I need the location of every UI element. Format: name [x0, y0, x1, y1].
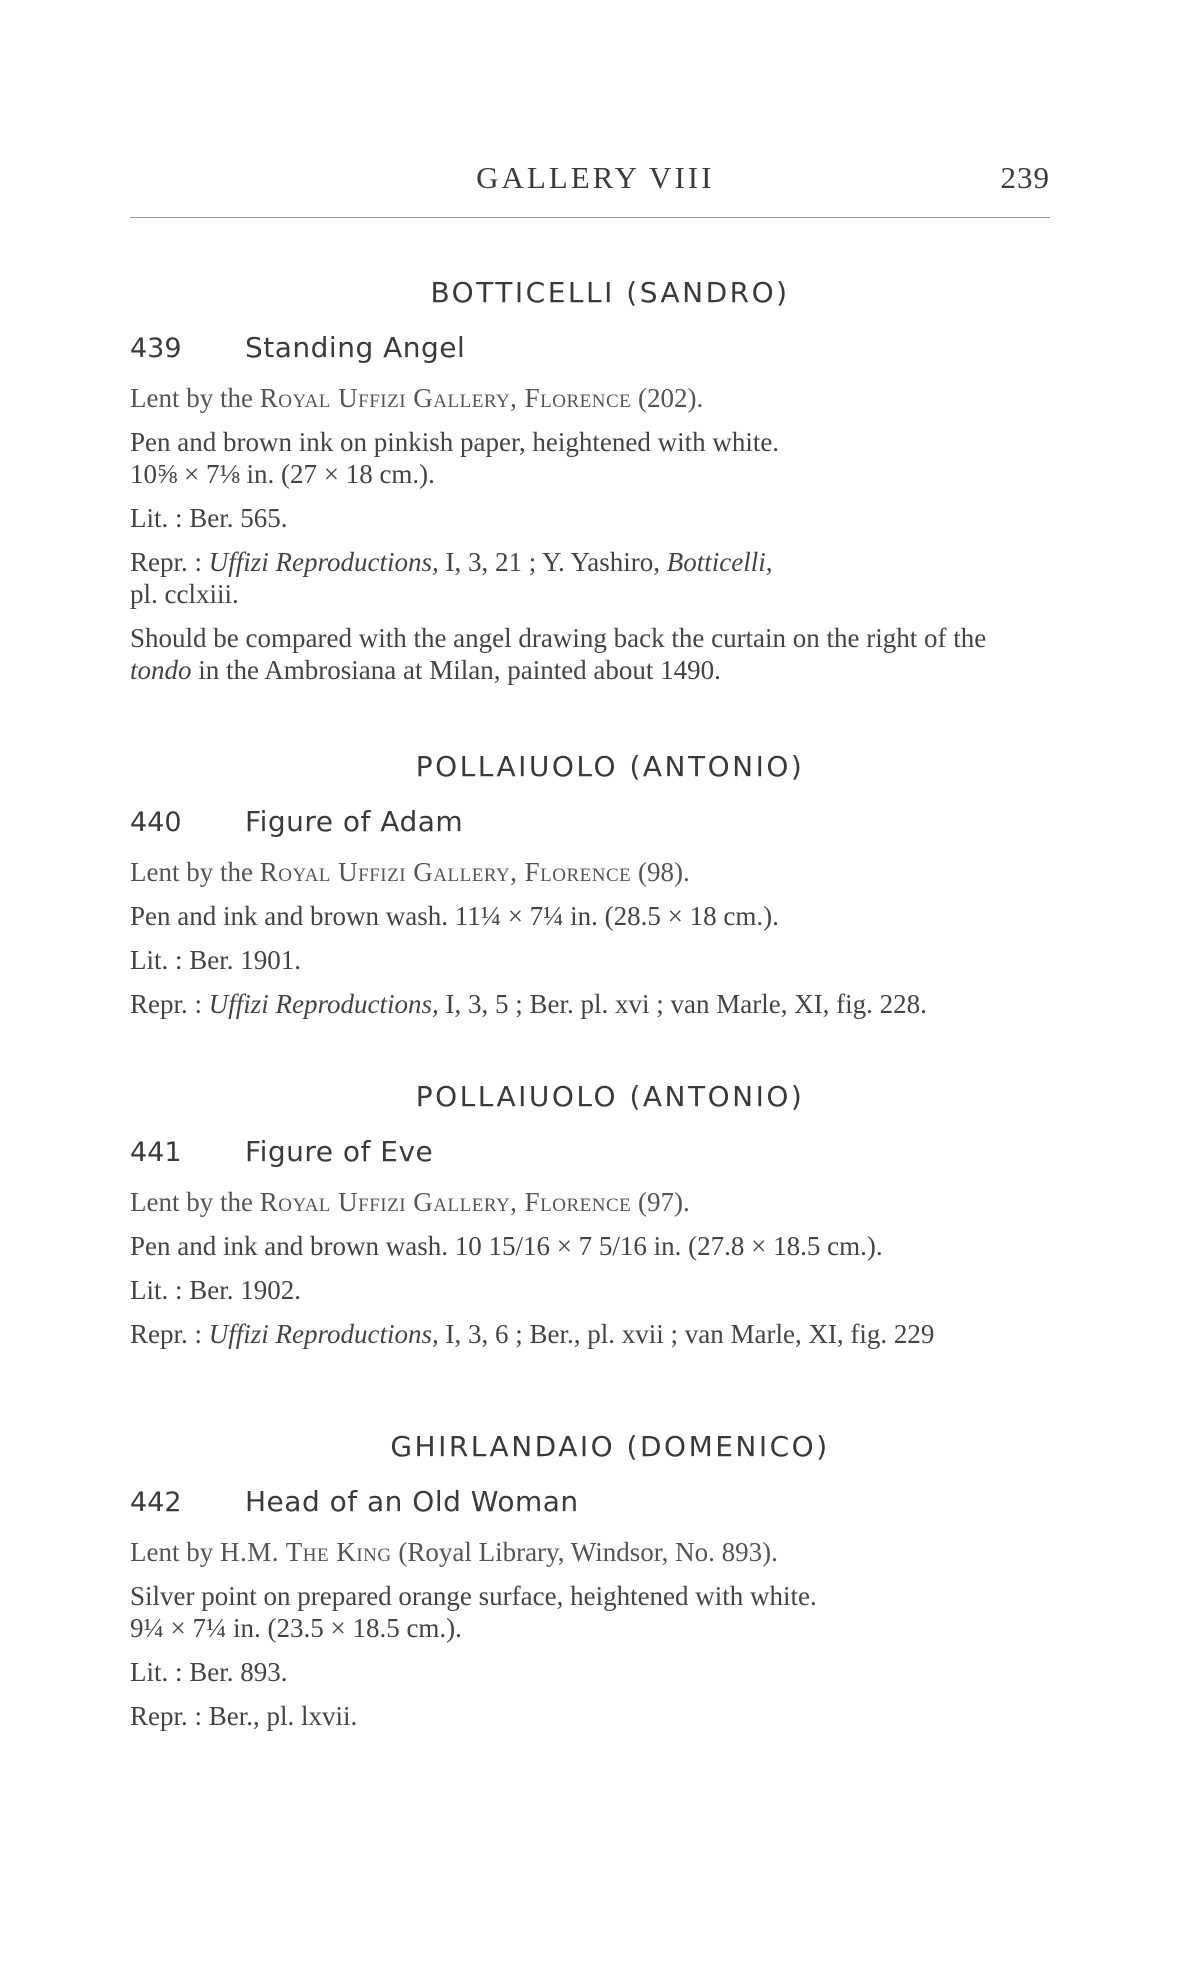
lent-suffix: (Royal Library, Windsor, No. 893).	[398, 1537, 778, 1567]
lender-line	[130, 382, 1050, 414]
lent-prefix: Lent by the	[130, 1187, 253, 1217]
lent-prefix: Lent by	[130, 1537, 214, 1567]
lent-suffix: (98).	[638, 857, 690, 887]
work-title: Head of an Old Woman	[245, 1485, 579, 1518]
medium-line: Pen and ink and brown wash. 11¼ × 7¼ in. (28.5 × 18 cm.).	[130, 901, 779, 931]
catalogue-entry-439	[130, 276, 1050, 686]
entry-number: 441	[130, 1137, 182, 1168]
reproductions-line	[130, 546, 1050, 610]
medium-text: Pen and brown ink on pinkish paper, heightened with white.	[130, 427, 780, 457]
repr-prefix: Repr. :	[130, 989, 202, 1019]
entry-title-line	[130, 331, 1050, 364]
dimensions-text: 9¼ × 7¼ in. (23.5 × 18.5 cm.).	[130, 1613, 462, 1643]
repr-detail: Ber., pl. lxvii.	[208, 1701, 358, 1731]
entry-title-line	[130, 1135, 1050, 1168]
repr-source: Uffizi Reproductions,	[208, 547, 439, 577]
note-italic: tondo	[130, 655, 192, 685]
repr-detail: I, 3, 5 ; Ber. pl. xvi ; van Marle, XI, fig. 228.	[445, 989, 927, 1019]
note-text: Should be compared with the angel drawing back the curtain on the right of the	[130, 623, 987, 653]
work-title: Figure of Adam	[245, 805, 464, 838]
medium-line: Pen and ink and brown wash. 10 15/16 × 7 5/16 in. (27.8 × 18.5 cm.).	[130, 1231, 883, 1261]
repr-source-2: Botticelli,	[666, 547, 773, 577]
note-text-end: in the Ambrosiana at Milan, painted about 1490.	[198, 655, 721, 685]
lender-name: Royal Uffizi Gallery, Florence	[259, 1187, 632, 1217]
lent-prefix: Lent by the	[130, 857, 253, 887]
medium-line	[130, 426, 1050, 490]
entry-title-line	[130, 1485, 1050, 1518]
dimensions-text: 10⅝ × 7⅛ in. (27 × 18 cm.).	[130, 459, 435, 489]
note-paragraph	[130, 622, 1050, 686]
lent-suffix: (202).	[638, 383, 704, 413]
literature-line: Lit. : Ber. 893.	[130, 1657, 288, 1687]
repr-suffix: pl. cclxiii.	[130, 579, 239, 609]
repr-detail: I, 3, 21 ; Y. Yashiro,	[445, 547, 661, 577]
work-title: Figure of Eve	[245, 1135, 434, 1168]
literature-line: Lit. : Ber. 1901.	[130, 945, 301, 975]
artist-heading: POLLAIUOLO (ANTONIO)	[415, 750, 805, 783]
literature-line: Lit. : Ber. 565.	[130, 503, 288, 533]
work-title: Standing Angel	[245, 331, 466, 364]
catalogue-entry-440	[130, 750, 1050, 1020]
catalogue-entries	[130, 276, 1050, 1780]
lender-name: Royal Uffizi Gallery, Florence	[259, 383, 632, 413]
reproductions-line	[130, 1700, 1050, 1732]
repr-prefix: Repr. :	[130, 547, 202, 577]
artist-heading: BOTTICELLI (SANDRO)	[430, 276, 790, 309]
medium-text: Silver point on prepared orange surface, heightened with white.	[130, 1581, 817, 1611]
header-rule	[130, 217, 1050, 218]
literature-line: Lit. : Ber. 1902.	[130, 1275, 301, 1305]
lent-suffix: (97).	[638, 1187, 690, 1217]
entry-number: 440	[130, 807, 182, 838]
lender-line	[130, 1186, 1050, 1218]
lender-line	[130, 1536, 1050, 1568]
repr-source: Uffizi Reproductions,	[208, 1319, 439, 1349]
reproductions-line	[130, 988, 1050, 1020]
catalogue-entry-441	[130, 1080, 1050, 1350]
catalogue-entry-442	[130, 1430, 1050, 1732]
entry-number: 439	[130, 333, 182, 364]
repr-detail: I, 3, 6 ; Ber., pl. xvii ; van Marle, XI, fig. 229	[445, 1319, 935, 1349]
repr-source: Uffizi Reproductions,	[208, 989, 439, 1019]
lender-line	[130, 856, 1050, 888]
lent-prefix: Lent by the	[130, 383, 253, 413]
running-title: GALLERY VIII	[476, 160, 715, 195]
repr-prefix: Repr. :	[130, 1701, 202, 1731]
entry-number: 442	[130, 1487, 182, 1518]
artist-heading: GHIRLANDAIO (DOMENICO)	[390, 1430, 830, 1463]
page-number: 239	[1000, 160, 1050, 195]
medium-line	[130, 1580, 1050, 1644]
entry-title-line	[130, 805, 1050, 838]
lender-name: H.M. The King	[219, 1537, 392, 1567]
lender-name: Royal Uffizi Gallery, Florence	[259, 857, 632, 887]
running-head	[130, 160, 1050, 196]
artist-heading: POLLAIUOLO (ANTONIO)	[415, 1080, 805, 1113]
reproductions-line	[130, 1318, 1050, 1350]
repr-prefix: Repr. :	[130, 1319, 202, 1349]
